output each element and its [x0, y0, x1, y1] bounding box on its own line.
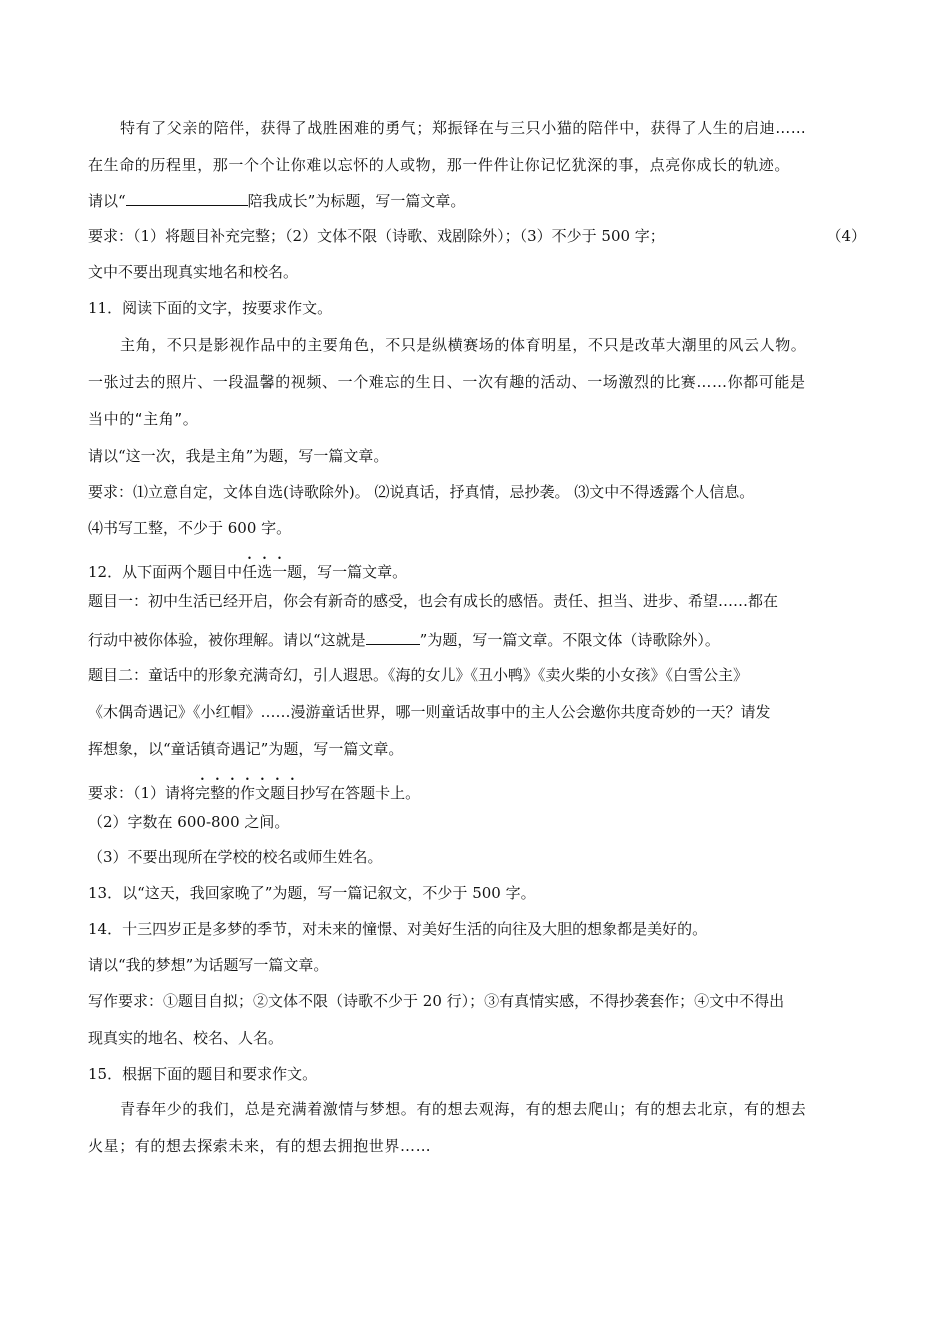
q10-paragraph-2: 在生命的历程里，那一个个让你难以忘怀的人或物，那一件件让你记忆犹深的事，点亮你成长的轨迹。 [88, 156, 791, 174]
q11-prompt: 请以“这一次，我是主角”为题，写一篇文章。 [88, 447, 389, 465]
q10-prompt-suffix: 陪我成长”为标题，写一篇文章。 [247, 192, 466, 210]
q12-topic-1-line-2 [88, 629, 866, 650]
q12-topic-1-line-1: 题目一：初中生活已经开启，你会有新奇的感受，也会有成长的感悟。责任、担当、进步、希望……都在 [88, 592, 779, 610]
q12-requirement-2: （2）字数在 600-800 之间。 [88, 813, 290, 831]
q11-paragraph-3: 当中的“主角”。 [88, 410, 199, 428]
q11-paragraph-1: 主角，不只是影视作品中的主要角色，不只是纵横赛场的体育明星，不只是改革大潮里的风云人物。 [120, 336, 807, 354]
q14-heading: 14．十三四岁正是多梦的季节，对未来的憧憬、对美好生活的向往及大胆的想象都是美好的。 [88, 920, 708, 938]
q12-topic-2-line-1: 题目二：童话中的形象充满奇幻，引人遐思。《海的女儿》《丑小鸭》《卖火柴的小女孩》《白雪公主》 [88, 666, 749, 684]
q14-requirements: 写作要求：①题目自拟；②文体不限（诗歌不少于 20 行）；③有真情实感，不得抄袭套作；④文中不得出 [88, 992, 785, 1010]
q15-paragraph-2: 火星；有的想去探索未来，有的想去拥抱世界…… [88, 1137, 432, 1155]
q14-prompt: 请以“我的梦想”为话题写一篇文章。 [88, 956, 329, 974]
q12-requirement-3: （3）不要出现所在学校的校名或师生姓名。 [88, 848, 383, 866]
q15-paragraph-1: 青春年少的我们，总是充满着激情与梦想。有的想去观海，有的想去爬山；有的想去北京，有的想去 [120, 1100, 807, 1118]
q12-topic-2-line-3: 挥想象，以“童话镇奇遇记”为题，写一篇文章。 [88, 740, 404, 758]
q12-heading [88, 554, 866, 582]
q14-requirements-continued: 现真实的地名、校名、人名。 [88, 1029, 284, 1047]
q12-heading-emphasis: 任选一 [242, 563, 288, 581]
q10-prompt-prefix: 请以“ [88, 192, 126, 210]
q10-requirements-continued: 文中不要出现真实地名和校名。 [88, 263, 299, 281]
q10-title-blank [126, 190, 248, 206]
q12-topic-1-suffix: ”为题，写一篇文章。不限文体（诗歌除外）。 [419, 631, 720, 649]
q12-heading-suffix: 题，写一篇文章。 [287, 563, 408, 581]
q12-requirement-1-emphasis: 完整的作文题目 [195, 784, 301, 802]
q12-topic-1-prefix: 行动中被你体验，被你理解。请以“这就是 [88, 631, 366, 649]
q10-requirements-text: 要求：（1）将题目补充完整；（2）文体不限（诗歌、戏剧除外）；（3）不少于 500 字； [88, 227, 665, 245]
q11-paragraph-2: 一张过去的照片、一段温馨的视频、一个难忘的生日、一次有趣的活动、一场激烈的比赛……你都可能是 [88, 373, 806, 391]
q10-paragraph-1: 特有了父亲的陪伴，获得了战胜困难的勇气；郑振铎在与三只小猫的陪伴中，获得了人生的启迪…… [120, 119, 807, 137]
q10-requirement-4-label: （4） [826, 227, 866, 245]
q10-prompt [88, 190, 866, 211]
q12-requirement-1 [88, 775, 866, 803]
q10-requirements [88, 226, 866, 246]
q15-heading: 15．根据下面的题目和要求作文。 [88, 1065, 318, 1083]
q12-requirement-1-prefix: 要求：（1）请将 [88, 784, 196, 802]
q12-requirement-1-suffix: 抄写在答题卡上。 [300, 784, 421, 802]
q11-requirements-continued: ⑷书写工整，不少于 600 字。 [88, 519, 292, 537]
q12-topic-2-line-2: 《木偶奇遇记》《小红帽》……漫游童话世界，哪一则童话故事中的主人公会邀你共度奇妙的一天？请发 [88, 703, 771, 721]
q12-heading-prefix: 12．从下面两个题目中 [88, 563, 243, 581]
q12-title-blank [366, 629, 420, 645]
q11-requirements: 要求：⑴立意自定，文体自选(诗歌除外)。 ⑵说真话，抒真情，忌抄袭。 ⑶文中不得透露个人信息。 [88, 483, 755, 501]
q11-heading: 11．阅读下面的文字，按要求作文。 [88, 299, 333, 317]
q13-text: 13．以“这天，我回家晚了”为题，写一篇记叙文，不少于 500 字。 [88, 884, 536, 902]
